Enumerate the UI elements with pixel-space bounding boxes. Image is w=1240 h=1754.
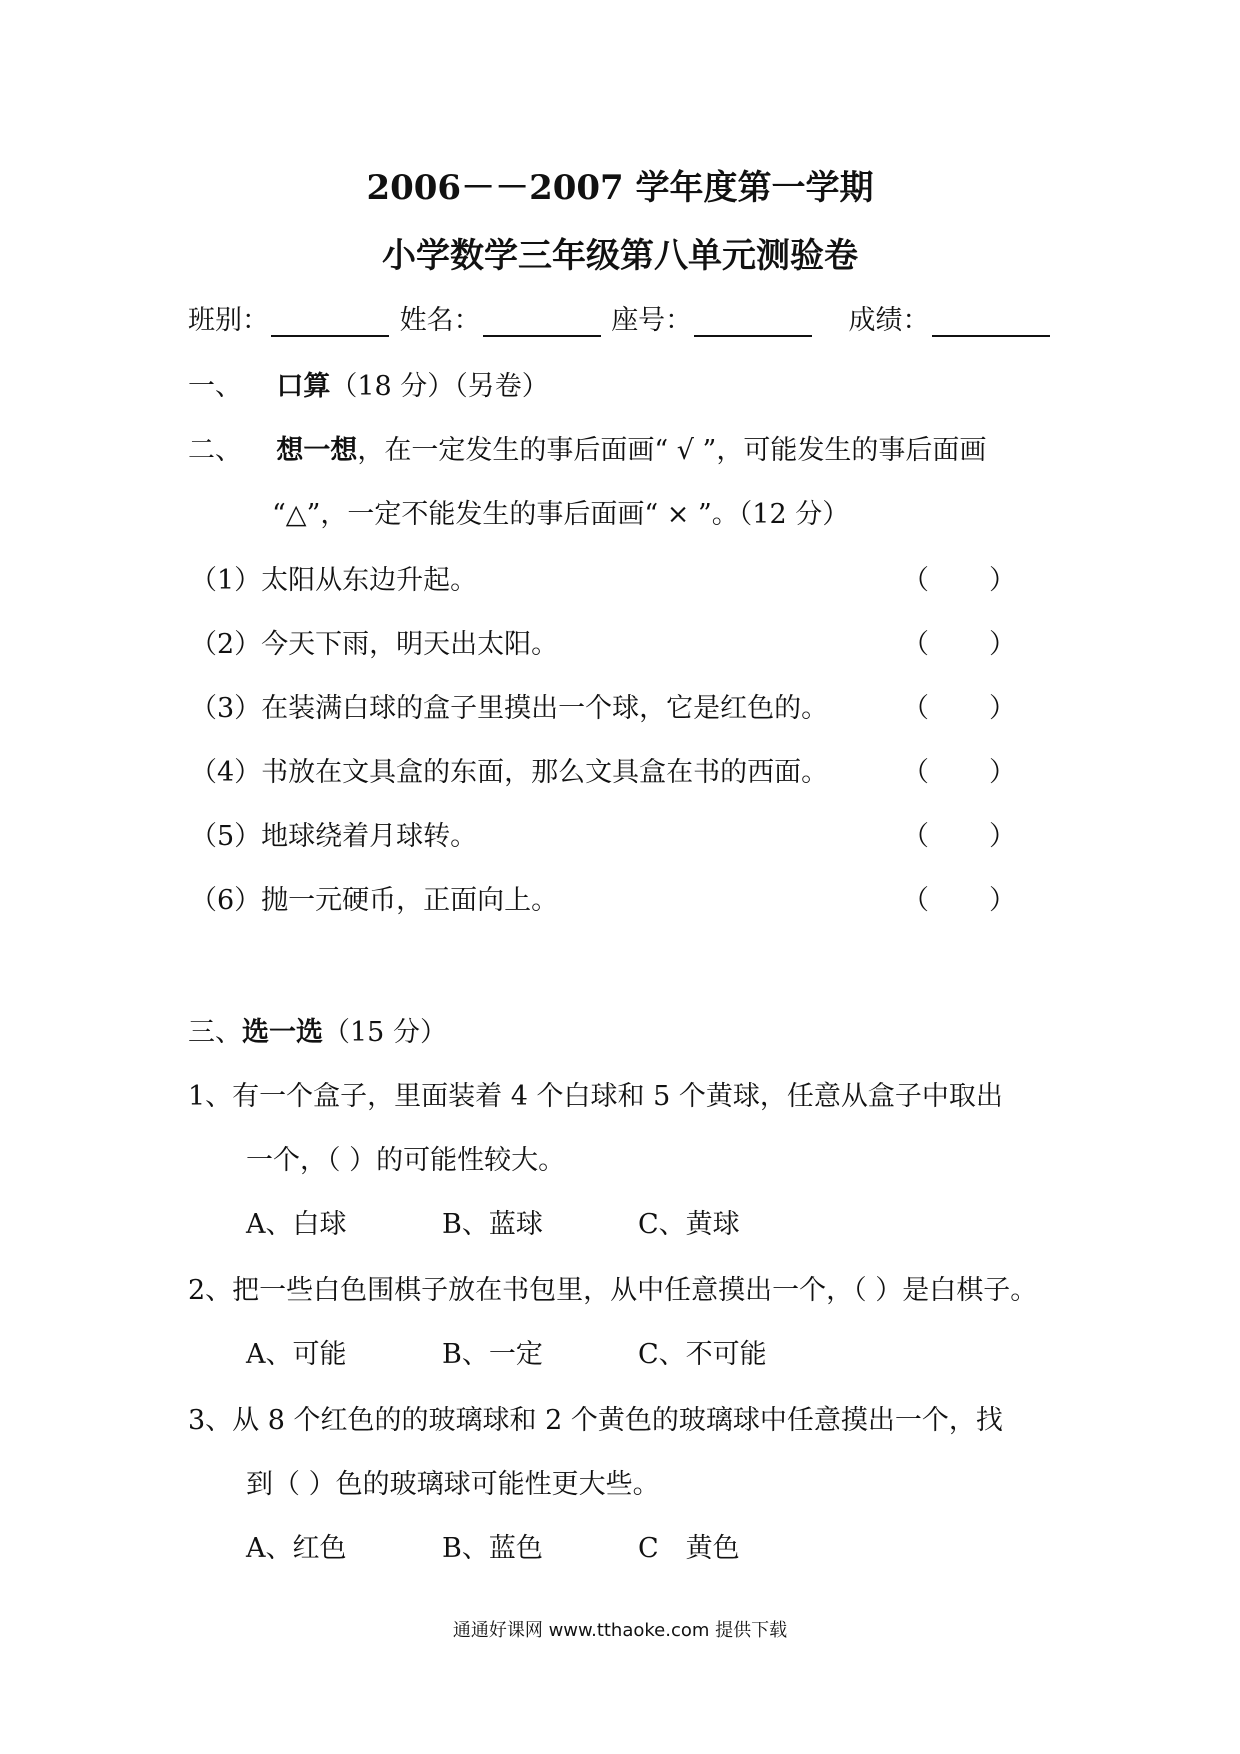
section-3-points: （15 分） — [323, 1017, 447, 1048]
section-1-points: （18 分）（另卷） — [330, 371, 549, 402]
name-blank[interactable] — [483, 305, 601, 337]
seat-blank[interactable] — [694, 305, 812, 337]
option-a[interactable]: A、白球 — [246, 1209, 347, 1240]
question-2-line1: 2、把一些白色围棋子放在书包里，从中任意摸出一个，（ ）是白棋子。 — [188, 1275, 1038, 1306]
section-1-heading — [188, 364, 549, 403]
answer-box-3[interactable]: （ ） — [902, 693, 1016, 724]
judge-item-6: （6）抛一元硬币，正面向上。 — [190, 885, 559, 916]
section-1-title: 口算 — [276, 371, 331, 402]
student-info-row — [188, 298, 1052, 337]
section-2-heading — [188, 428, 986, 467]
section-2-instructions: ，在一定发生的事后面画“ √ ”，可能发生的事后面画 — [357, 435, 987, 466]
question-1-line1: 1、有一个盒子，里面装着 4 个白球和 5 个黄球，任意从盒子中取出 — [188, 1081, 1003, 1112]
judge-item-4: （4）书放在文具盒的东面，那么文具盒在书的西面。 — [190, 757, 829, 788]
section-2-number: 二、 — [188, 435, 242, 466]
score-label: 成绩： — [848, 305, 930, 336]
judge-item-5: （5）地球绕着月球转。 — [190, 821, 478, 852]
answer-box-6[interactable]: （ ） — [902, 885, 1016, 916]
option-a[interactable]: A、红色 — [246, 1533, 347, 1564]
option-a[interactable]: A、可能 — [246, 1339, 347, 1370]
section-3-heading — [188, 1010, 447, 1049]
answer-box-4[interactable]: （ ） — [902, 757, 1016, 788]
section-2-title: 想一想 — [276, 435, 358, 466]
question-3-options — [246, 1526, 834, 1565]
option-c[interactable]: C 黄色 — [638, 1533, 740, 1564]
class-blank[interactable] — [271, 305, 389, 337]
section-1-number: 一、 — [188, 371, 242, 402]
question-1-line2: 一个，（ ）的可能性较大。 — [246, 1145, 566, 1176]
answer-box-2[interactable]: （ ） — [902, 629, 1016, 660]
option-b[interactable]: B、蓝球 — [442, 1209, 543, 1240]
class-label: 班别： — [188, 305, 269, 336]
page-footer: 通通好课网 www.tthaoke.com 提供下载 — [452, 1620, 788, 1641]
judge-item-2: （2）今天下雨，明天出太阳。 — [190, 629, 559, 660]
exam-title-line1: 2006－－2007 学年度第一学期 — [366, 168, 874, 208]
score-blank[interactable] — [932, 305, 1050, 337]
name-label: 姓名： — [399, 305, 481, 336]
judge-item-3: （3）在装满白球的盒子里摸出一个球，它是红色的。 — [190, 693, 829, 724]
exam-title-line2: 小学数学三年级第八单元测验卷 — [382, 236, 858, 276]
question-3-line1: 3、从 8 个红色的的玻璃球和 2 个黄色的玻璃球中任意摸出一个，找 — [188, 1405, 1003, 1436]
answer-box-1[interactable]: （ ） — [902, 565, 1016, 596]
option-b[interactable]: B、蓝色 — [442, 1533, 543, 1564]
question-3-line2: 到（ ）色的玻璃球可能性更大些。 — [246, 1469, 660, 1500]
section-3-title: 选一选 — [242, 1017, 323, 1048]
question-1-options — [246, 1202, 834, 1241]
question-2-options — [246, 1332, 834, 1371]
section-2-instructions-cont: “△”，一定不能发生的事后面画“ × ”。（12 分） — [272, 499, 850, 530]
option-c[interactable]: C、黄球 — [638, 1209, 740, 1240]
option-c[interactable]: C、不可能 — [638, 1339, 767, 1370]
option-b[interactable]: B、一定 — [442, 1339, 543, 1370]
answer-box-5[interactable]: （ ） — [902, 821, 1016, 852]
section-3-number: 三、 — [188, 1017, 242, 1048]
judge-item-1: （1）太阳从东边升起。 — [190, 565, 478, 596]
seat-label: 座号： — [611, 305, 693, 336]
